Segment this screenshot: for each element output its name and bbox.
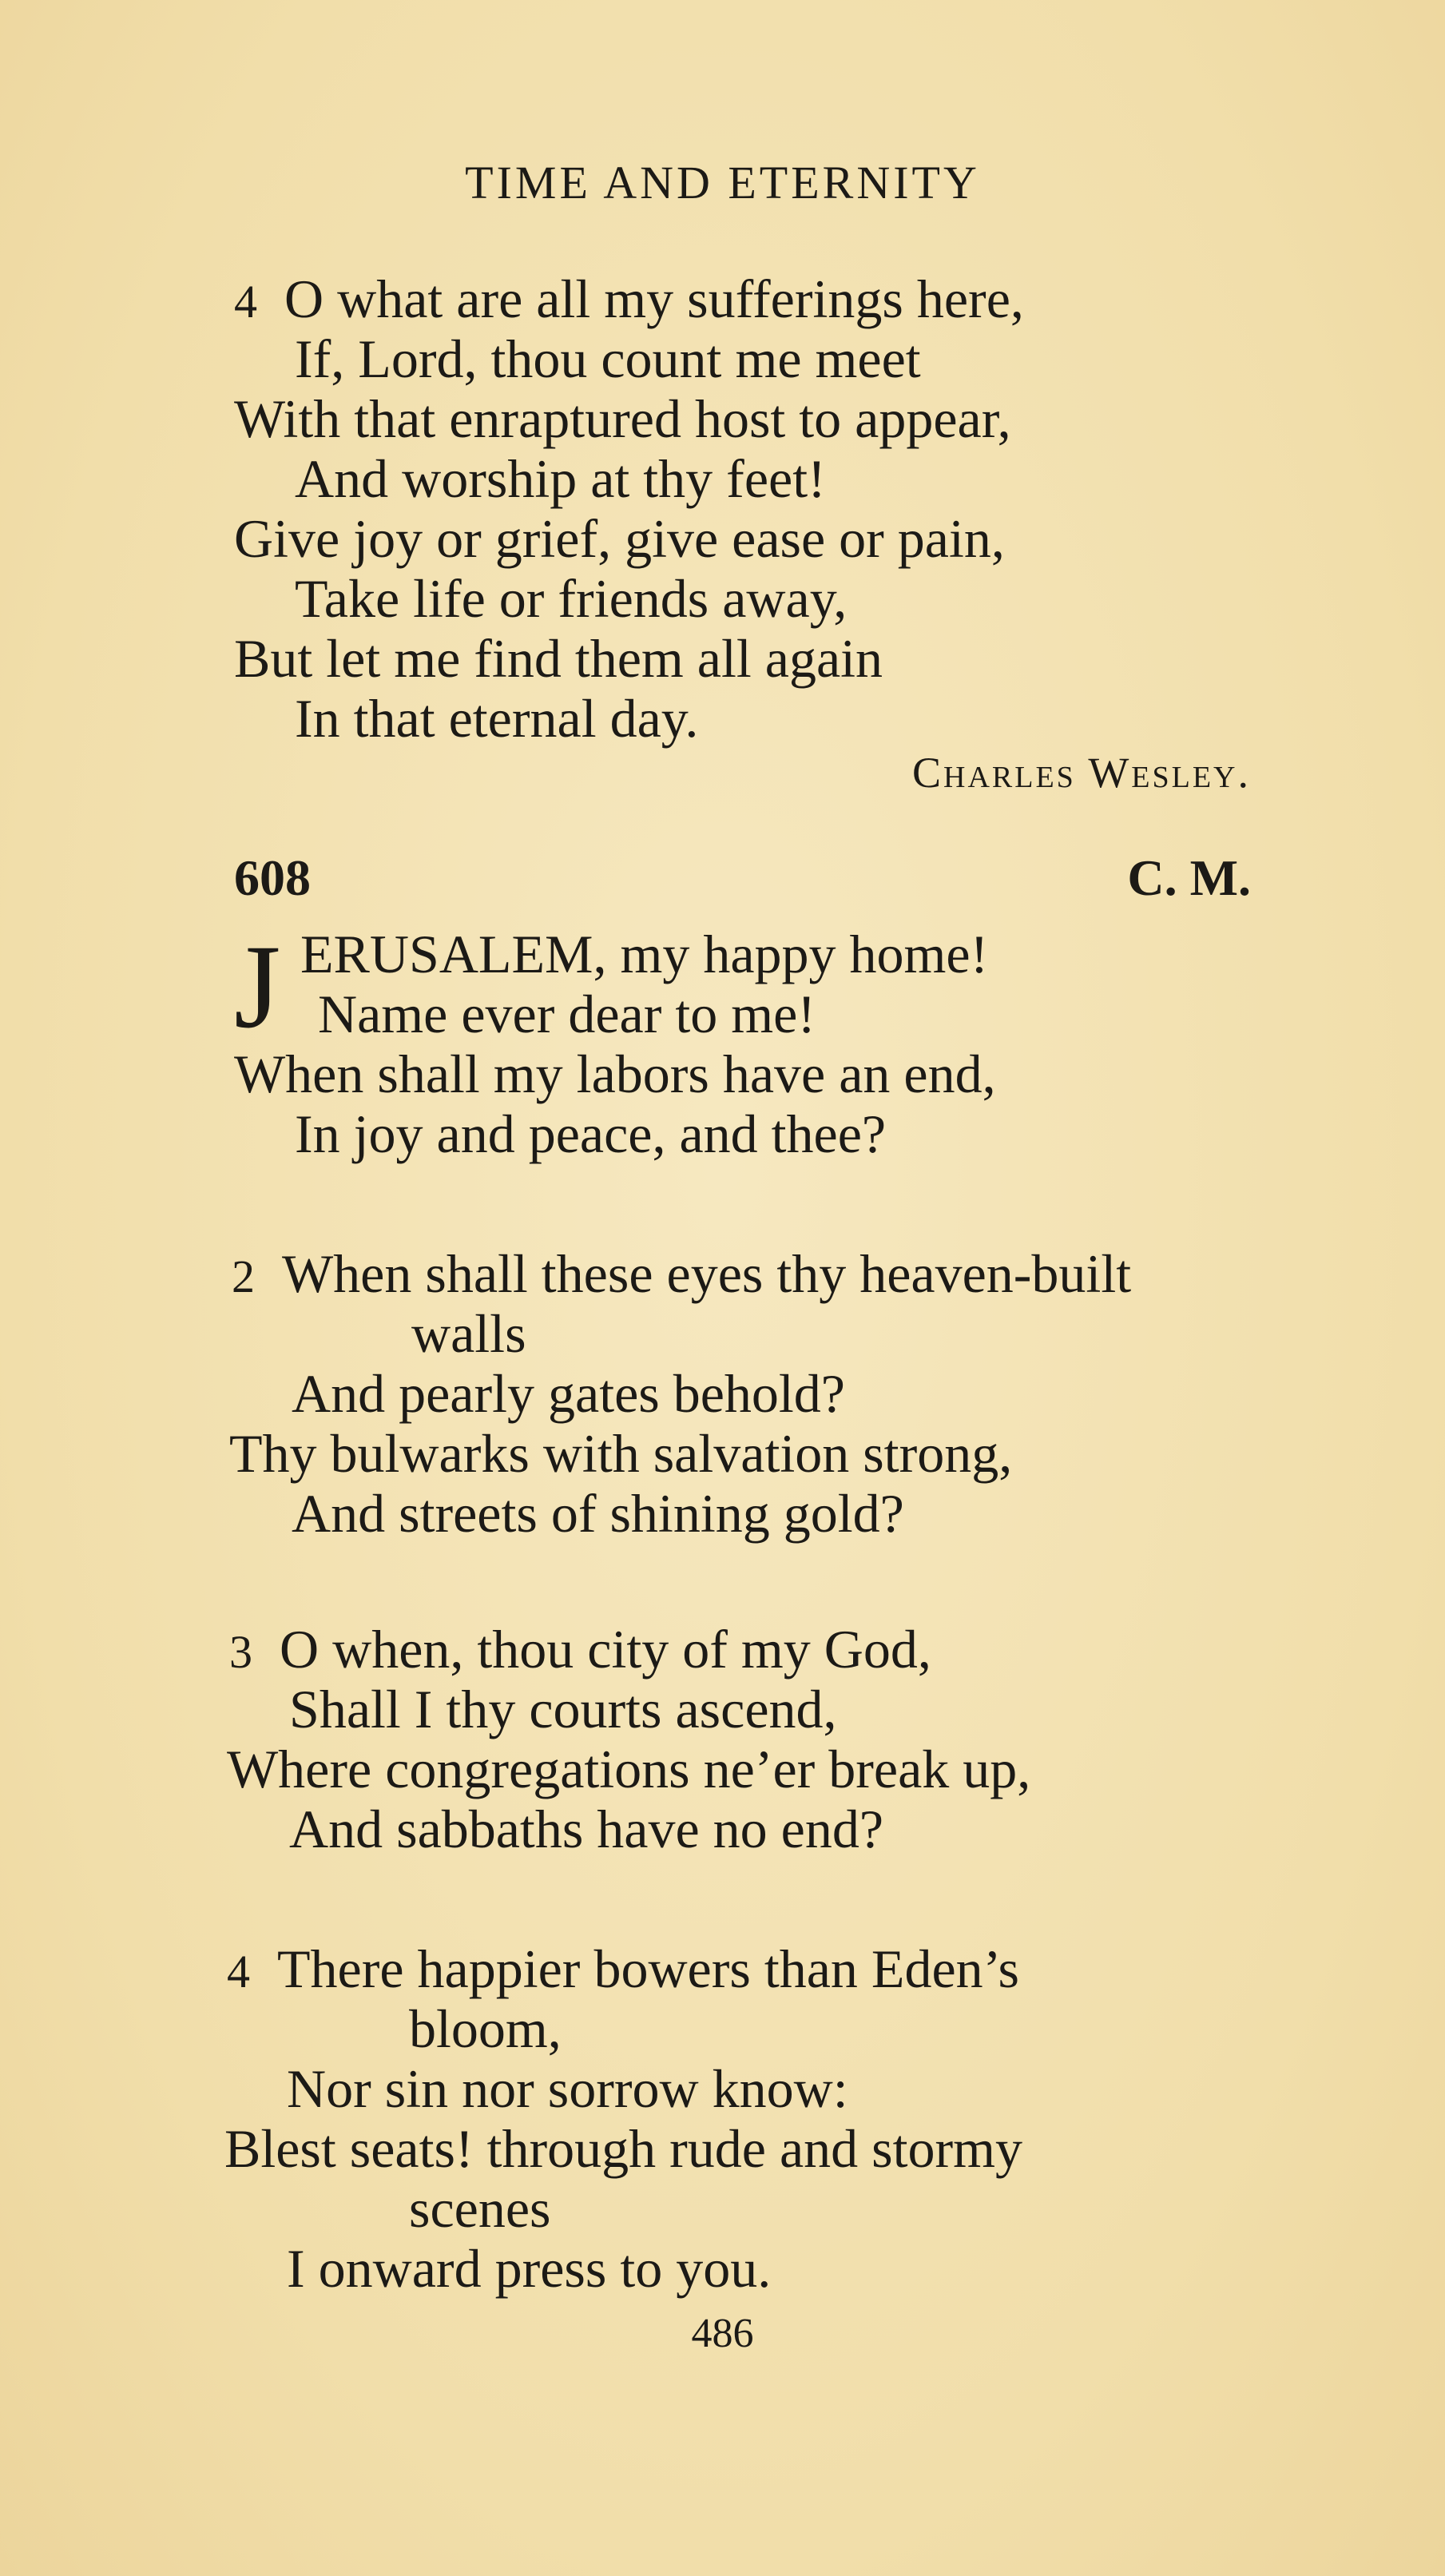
verse-line: bloom, — [409, 1998, 562, 2059]
verse-number: 4 — [227, 1946, 250, 1998]
verse-line — [229, 1619, 931, 1680]
verse-number: 3 — [229, 1626, 252, 1678]
drop-cap: J — [234, 920, 281, 1053]
verse-line: scenes — [409, 2178, 551, 2239]
verse-line: When shall my labors have an end, — [234, 1044, 996, 1104]
verse-line: Name ever dear to me! — [318, 984, 816, 1044]
verse-line — [234, 268, 1024, 329]
verse-line: And pearly gates behold? — [292, 1363, 845, 1424]
page-header: TIME AND ETERNITY — [465, 157, 980, 209]
verse-line: In that eternal day. — [295, 688, 699, 749]
verse-line: Give joy or grief, give ease or pain, — [234, 508, 1005, 569]
verse-number: 4 — [234, 276, 257, 328]
verse-line: Shall I thy courts ascend, — [289, 1679, 837, 1739]
verse-line: walls — [411, 1303, 526, 1364]
verse-text: O when, thou city of my God, — [280, 1619, 931, 1680]
verse-text: There happier bowers than Eden’s — [277, 1938, 1019, 1999]
verse-text: When shall these eyes thy heaven-built — [282, 1243, 1132, 1304]
verse-line: But let me find them all again — [234, 628, 883, 689]
verse-line: Where congregations ne’er break up, — [227, 1739, 1031, 1799]
verse-line: Thy bulwarks with salvation strong, — [229, 1423, 1013, 1484]
verse-line: Nor sin nor sorrow know: — [287, 2058, 848, 2119]
verse-number: 2 — [232, 1250, 255, 1302]
hymn-number: 608 — [234, 849, 311, 906]
verse-line: And streets of shining gold? — [292, 1483, 904, 1544]
verse-line: I onward press to you. — [287, 2238, 772, 2299]
author-attribution: Charles Wesley. — [911, 749, 1251, 797]
verse-line: Take life or friends away, — [295, 568, 848, 629]
verse-line: And worship at thy feet! — [295, 448, 826, 509]
page-number: 486 — [691, 2311, 754, 2356]
verse-line: If, Lord, thou count me meet — [295, 328, 921, 389]
verse-line: With that enraptured host to appear, — [234, 388, 1011, 449]
verse-line: Blest seats! through rude and stormy — [224, 2118, 1023, 2179]
hymn-meter: C. M. — [1127, 849, 1251, 906]
verse-line: ERUSALEM, my happy home! — [300, 924, 989, 984]
verse-line — [232, 1243, 1132, 1304]
verse-text: O what are all my sufferings here, — [284, 268, 1024, 329]
verse-line: In joy and peace, and thee? — [295, 1103, 887, 1164]
verse-line — [227, 1938, 1019, 1999]
verse-line: And sabbaths have no end? — [289, 1799, 884, 1859]
